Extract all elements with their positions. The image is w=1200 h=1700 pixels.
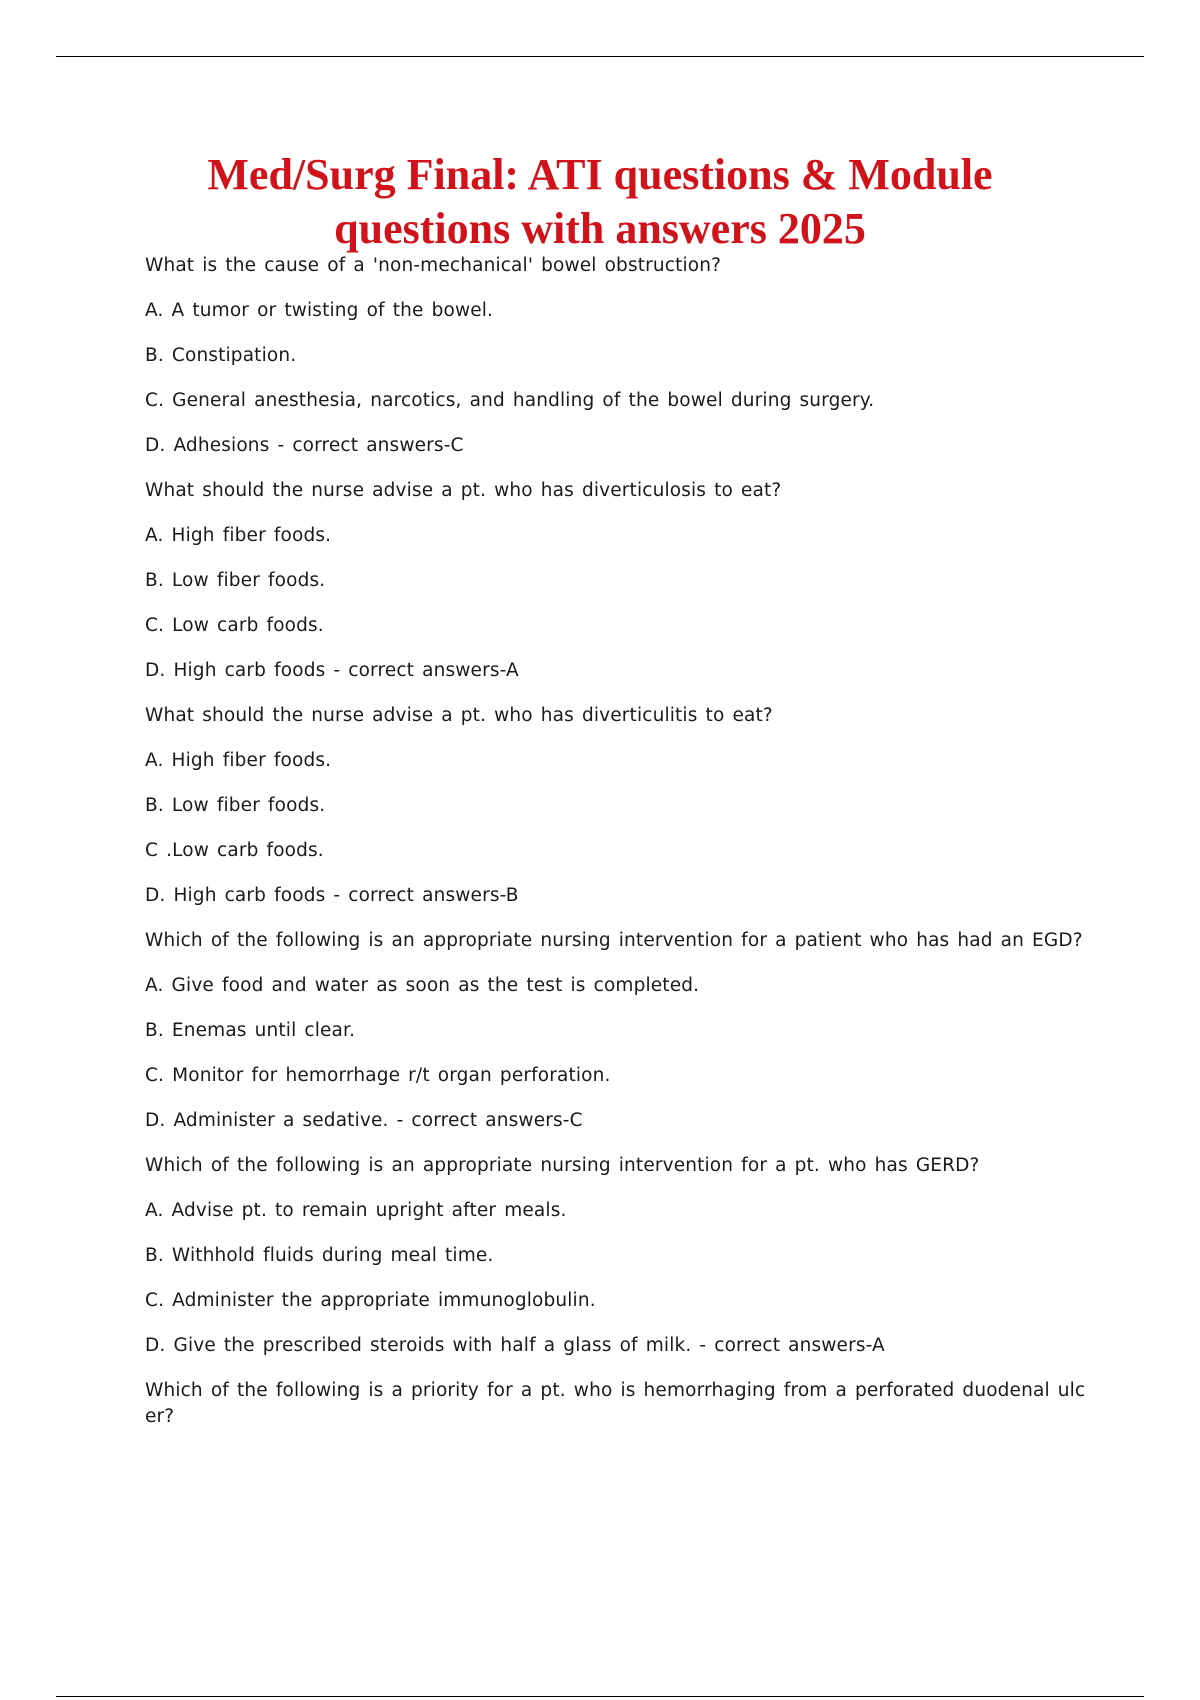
answer-option: A. High fiber foods.	[145, 750, 332, 771]
answer-option: C .Low carb foods.	[145, 840, 324, 861]
answer-option: A. Advise pt. to remain upright after meals.	[145, 1200, 567, 1221]
answer-option: B. Withhold fluids during meal time.	[145, 1245, 494, 1266]
question-text: Which of the following is a priority for a pt. who is hemorrhaging from a perforated duodenal ulcer?	[145, 1380, 1086, 1427]
title-line-1: Med/Surg Final: ATI questions & Module	[207, 150, 993, 199]
answer-option: A. High fiber foods.	[145, 525, 332, 546]
question-text: What is the cause of a 'non-mechanical' bowel obstruction?	[145, 255, 722, 276]
document-title	[60, 148, 1140, 256]
answer-option: C. General anesthesia, narcotics, and handling of the bowel during surgery.	[145, 390, 875, 411]
answer-option: B. Constipation.	[145, 345, 297, 366]
header-rule	[56, 56, 1144, 57]
answer-option: A. A tumor or twisting of the bowel.	[145, 300, 494, 321]
answer-option-with-key: D. High carb foods - correct answers-A	[145, 660, 519, 681]
answer-option-with-key: D. High carb foods - correct answers-B	[145, 885, 519, 906]
question-text: What should the nurse advise a pt. who has diverticulitis to eat?	[145, 705, 773, 726]
question-list	[145, 253, 1090, 1449]
question-text: What should the nurse advise a pt. who has diverticulosis to eat?	[145, 480, 782, 501]
answer-option: B. Low fiber foods.	[145, 795, 326, 816]
answer-option: A. Give food and water as soon as the test is completed.	[145, 975, 700, 996]
answer-option-with-key: D. Give the prescribed steroids with half a glass of milk. - correct answers-A	[145, 1335, 885, 1356]
footer-rule	[56, 1696, 1144, 1697]
question-text: Which of the following is an appropriate nursing intervention for a patient who has had an EGD?	[145, 930, 1083, 951]
answer-option: C. Low carb foods.	[145, 615, 324, 636]
question-text: Which of the following is an appropriate nursing intervention for a pt. who has GERD?	[145, 1155, 980, 1176]
answer-option: B. Low fiber foods.	[145, 570, 326, 591]
answer-option: B. Enemas until clear.	[145, 1020, 356, 1041]
answer-option-with-key: D. Adhesions - correct answers-C	[145, 435, 464, 456]
answer-option: C. Monitor for hemorrhage r/t organ perforation.	[145, 1065, 611, 1086]
title-line-2: questions with answers 2025	[334, 204, 866, 253]
answer-option: C. Administer the appropriate immunoglobulin.	[145, 1290, 596, 1311]
answer-option-with-key: D. Administer a sedative. - correct answers-C	[145, 1110, 583, 1131]
